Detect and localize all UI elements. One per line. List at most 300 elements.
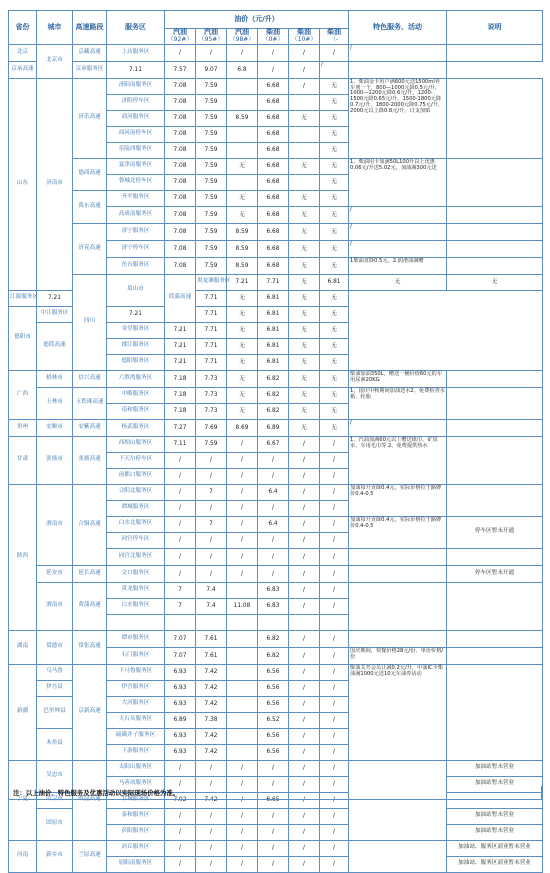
city-cell: 乌马鲁	[37, 664, 73, 680]
road-cell: 延长高速	[73, 565, 107, 582]
price-cell: /	[165, 776, 196, 792]
header-province: 省份	[9, 11, 37, 45]
province-cell: 新疆	[9, 664, 37, 760]
price-cell: 无	[320, 338, 349, 354]
price-cell: /	[289, 647, 320, 664]
price-cell: 无	[289, 370, 320, 387]
price-cell: 无	[320, 223, 349, 240]
service-area-cell: 夏津南服务区	[107, 158, 165, 174]
price-cell: /	[289, 468, 320, 484]
price-cell: /	[320, 598, 349, 614]
price-cell: 7.57	[165, 61, 196, 78]
road-cell: 德商高速	[73, 158, 107, 190]
province-cell: 广西	[9, 370, 37, 419]
price-cell: 无	[227, 338, 258, 354]
price-cell: /	[258, 840, 289, 856]
road-cell: 安紫高速	[73, 419, 107, 436]
price-cell: 7.21	[227, 274, 258, 290]
service-area-cell: 南和服务区	[107, 403, 165, 419]
road-cell: 黄蒲高速	[73, 582, 107, 630]
price-cell: /	[320, 776, 349, 792]
service-area-cell: 下游服务区	[107, 744, 165, 760]
price-cell: 7.08	[165, 206, 196, 223]
price-cell: 7.59	[196, 436, 227, 452]
city-cell: 安顺市	[37, 419, 73, 436]
price-cell: 7.18	[165, 370, 196, 387]
header-gasoline-95: 汽油 （95#）	[196, 29, 227, 45]
price-cell: 7.59	[196, 223, 227, 240]
service-area-cell: 济宁停车区	[107, 240, 165, 257]
price-cell: 无	[320, 354, 349, 370]
price-cell	[227, 94, 258, 110]
price-cell: /	[227, 565, 258, 582]
service-area-cell: 济宁服务区	[107, 223, 165, 240]
service-area-cell: 郡江服务区	[107, 338, 165, 354]
service-area-cell: 德阳服务区	[107, 354, 165, 370]
service-area-cell: 乐陵西服务区	[107, 142, 165, 158]
price-cell: 7.21	[107, 306, 165, 322]
service-area-cell: 高成南服务区	[107, 206, 165, 223]
service-area-cell: 石门服务区	[107, 647, 165, 664]
price-cell: 6.56	[258, 744, 289, 760]
price-cell: /	[196, 760, 227, 776]
price-cell: 无	[320, 387, 349, 403]
price-cell: 无	[447, 274, 543, 290]
service-area-cell: 大石头服务区	[107, 712, 165, 728]
price-cell: /	[320, 548, 349, 565]
note-cell	[447, 257, 543, 274]
service-area-cell: 下天尔停车区	[107, 452, 165, 468]
price-cell: 7.08	[165, 223, 196, 240]
price-cell: /	[320, 808, 349, 824]
service-area-cell: 谭市服务区	[107, 630, 165, 647]
price-cell: 无	[227, 190, 258, 206]
price-cell: /	[196, 856, 227, 872]
price-cell: /	[258, 468, 289, 484]
note-cell	[447, 240, 543, 257]
price-cell: 7.42	[196, 728, 227, 744]
price-cell: /	[165, 565, 196, 582]
price-cell: /	[289, 78, 320, 94]
price-cell: 7.59	[196, 78, 227, 94]
price-cell: /	[320, 712, 349, 728]
price-cell: /	[320, 532, 349, 548]
price-cell	[258, 614, 289, 630]
price-cell: 6.52	[258, 712, 289, 728]
header-city: 城市	[37, 11, 73, 45]
price-cell: 7.08	[165, 174, 196, 190]
price-cell: 无	[289, 290, 320, 306]
price-cell: 6.68	[258, 110, 289, 126]
price-cell: 无	[227, 322, 258, 338]
city-cell: 伊吾县	[37, 680, 73, 696]
service-area-cell: 原阳南服务区	[107, 856, 165, 872]
price-cell: 6.68	[258, 223, 289, 240]
road-cell: 玉铁珠高速	[73, 387, 107, 419]
price-cell: 7.21	[165, 338, 196, 354]
service-area-cell: 济阳南服务区	[107, 78, 165, 94]
feature-cell	[349, 840, 447, 872]
fuel-price-table	[8, 10, 543, 873]
service-area-cell: 合阳北服务区	[107, 484, 165, 500]
note-cell	[447, 206, 543, 223]
price-cell: 无	[289, 354, 320, 370]
price-cell: 无	[289, 110, 320, 126]
price-cell: /	[196, 776, 227, 792]
header-price-group: 油价（元/升）	[165, 11, 349, 29]
price-cell: 7.73	[196, 370, 227, 387]
table-row	[9, 158, 543, 174]
road-cell: 合铜高速	[73, 484, 107, 565]
price-cell: 6.93	[165, 696, 196, 712]
note-cell	[349, 61, 447, 78]
service-area-cell: 封丘服务区	[107, 840, 165, 856]
price-cell: 7.73	[196, 387, 227, 403]
price-cell: /	[196, 500, 227, 516]
province-cell: 湖南	[9, 630, 37, 664]
feature-cell: /	[320, 61, 349, 78]
price-cell: /	[289, 436, 320, 452]
price-cell: 7.08	[165, 94, 196, 110]
table-row	[9, 630, 543, 647]
price-cell: 7.07	[165, 630, 196, 647]
province-cell: 河南	[9, 840, 37, 872]
price-cell: /	[320, 680, 349, 696]
price-cell: 6.56	[258, 728, 289, 744]
table-row	[9, 387, 543, 403]
header-service: 服务区	[107, 11, 165, 45]
price-cell: 7.08	[165, 142, 196, 158]
price-cell: /	[320, 728, 349, 744]
city-cell: 固原市	[37, 808, 73, 840]
price-cell: 7.42	[196, 744, 227, 760]
price-cell: 6.68	[258, 142, 289, 158]
price-cell	[227, 142, 258, 158]
province-cell: 四川	[73, 274, 107, 370]
table-row	[9, 44, 543, 61]
price-cell: /	[196, 452, 227, 468]
service-area-cell: 同官北服务区	[107, 548, 165, 565]
road-cell: 德简高速	[37, 322, 73, 370]
price-cell: 无	[289, 240, 320, 257]
city-cell: 北京市	[37, 44, 73, 78]
price-cell: /	[320, 824, 349, 840]
price-cell: 7.59	[196, 174, 227, 190]
price-cell: /	[289, 824, 320, 840]
header-road: 高速路段	[73, 11, 107, 45]
province-cell: 贵州	[9, 419, 37, 436]
price-cell: 7.61	[196, 647, 227, 664]
price-cell: 无	[289, 274, 320, 290]
service-area-cell: 金堂服务区	[107, 322, 165, 338]
service-area-cell: 齐平服务区	[107, 190, 165, 206]
price-cell: 7.08	[165, 190, 196, 206]
price-cell: 6.82	[258, 630, 289, 647]
price-cell: 7.59	[196, 158, 227, 174]
service-area-cell: 泰和服务区	[107, 808, 165, 824]
price-cell: /	[227, 436, 258, 452]
price-cell: 无	[227, 370, 258, 387]
price-cell: /	[320, 500, 349, 516]
price-cell: 无	[320, 306, 349, 322]
table-row	[9, 664, 543, 680]
price-cell: /	[320, 468, 349, 484]
price-cell: 6.89	[165, 712, 196, 728]
price-cell: 无	[320, 403, 349, 419]
note-cell	[447, 387, 543, 419]
price-cell: 7.21	[165, 322, 196, 338]
price-cell: /	[289, 500, 320, 516]
price-cell: 7	[165, 582, 196, 598]
table-row	[9, 61, 543, 78]
price-cell	[289, 174, 320, 190]
price-cell	[227, 664, 258, 680]
price-cell: /	[320, 516, 349, 532]
price-cell: /	[258, 760, 289, 776]
price-cell: 7.18	[165, 387, 196, 403]
price-cell: 7.59	[196, 240, 227, 257]
service-area-cell: 江源服务区	[9, 290, 37, 306]
price-cell: 6.68	[258, 190, 289, 206]
price-cell: /	[165, 484, 196, 500]
header-diesel-10: 柴油 （10#）	[289, 29, 320, 45]
table-row	[9, 370, 543, 387]
price-cell: 7.02	[165, 792, 196, 808]
price-cell: /	[165, 548, 196, 565]
service-area-cell: 谭城服务区	[107, 500, 165, 516]
price-cell: 无	[289, 306, 320, 322]
price-cell: 无	[289, 387, 320, 403]
price-cell: 7.07	[165, 647, 196, 664]
price-cell: 6.67	[258, 436, 289, 452]
price-cell: /	[289, 598, 320, 614]
price-cell: 无	[227, 403, 258, 419]
price-cell: 8.59	[227, 110, 258, 126]
price-cell: 6.93	[165, 728, 196, 744]
table-row	[9, 582, 543, 598]
price-cell: 7.21	[165, 354, 196, 370]
service-area-cell: 甘城服务区	[107, 792, 165, 808]
price-cell: 7.61	[196, 630, 227, 647]
price-cell: /	[258, 824, 289, 840]
price-cell: /	[289, 696, 320, 712]
price-cell: /	[320, 744, 349, 760]
price-cell: /	[258, 856, 289, 872]
table-row	[9, 565, 543, 582]
price-cell: /	[165, 516, 196, 532]
price-cell: /	[258, 548, 289, 565]
service-area-cell: 六胜湾服务区	[107, 370, 165, 387]
feature-cell: 1、国庆中秋期间加油送水2、免费检查水箱、轮胎	[349, 387, 447, 419]
price-cell: /	[196, 468, 227, 484]
service-area-cell: 黑龙滩服务区	[196, 274, 227, 290]
price-cell: 无	[289, 419, 320, 436]
province-cell: 宁夏	[9, 760, 37, 840]
price-cell: 7.71	[196, 306, 227, 322]
price-cell: 6.83	[258, 582, 289, 598]
price-cell: /	[258, 61, 289, 78]
price-cell: 无	[227, 387, 258, 403]
feature-cell: /	[349, 223, 447, 240]
price-cell: 6.81	[320, 274, 349, 290]
price-cell: 7	[196, 516, 227, 532]
fuel-price-sheet	[8, 10, 542, 873]
note-cell	[447, 664, 543, 760]
price-cell: 6.93	[165, 680, 196, 696]
note-cell	[447, 630, 543, 647]
price-cell: /	[320, 582, 349, 598]
price-cell	[196, 614, 227, 630]
price-cell: 无	[227, 306, 258, 322]
service-area-cell: 上店服务区	[107, 44, 165, 61]
feature-cell: 1柴油直降0.5元，2.润滑油满赠	[349, 257, 447, 274]
price-cell: 无	[227, 158, 258, 174]
price-cell: /	[289, 760, 320, 776]
price-cell: 无	[320, 370, 349, 387]
price-cell: 7.42	[196, 680, 227, 696]
price-cell	[227, 630, 258, 647]
price-cell: 7.08	[165, 78, 196, 94]
price-cell: /	[320, 647, 349, 664]
feature-cell: 加油每升直降0.4元，实际价格位于路牌价0.4-0.5	[349, 484, 447, 516]
price-cell: /	[165, 500, 196, 516]
price-cell: 无	[320, 206, 349, 223]
price-cell: 无	[289, 403, 320, 419]
price-cell: 7.59	[196, 142, 227, 158]
note-cell: 加油站暂未营业	[447, 808, 543, 824]
price-cell: /	[227, 856, 258, 872]
price-cell: /	[289, 452, 320, 468]
price-cell: 6.81	[258, 322, 289, 338]
price-cell: 7.71	[258, 274, 289, 290]
price-cell: /	[320, 44, 349, 61]
price-cell: 7.69	[196, 419, 227, 436]
road-cell: 济乐高速	[73, 78, 107, 158]
price-cell: /	[227, 808, 258, 824]
price-cell: 6.56	[258, 664, 289, 680]
price-cell: 6.68	[258, 78, 289, 94]
price-cell	[289, 126, 320, 142]
table-row	[9, 419, 543, 436]
price-cell: 无	[320, 290, 349, 306]
price-cell: 6.81	[258, 306, 289, 322]
price-cell: /	[196, 44, 227, 61]
feature-cell: 柴油关开会员让减0.2元/升，中油IC卡柴油满1000元送10元车油券活动	[349, 664, 447, 760]
price-cell: 无	[320, 174, 349, 190]
price-cell: /	[258, 452, 289, 468]
price-cell: /	[289, 664, 320, 680]
price-cell: 7.59	[196, 110, 227, 126]
price-cell: 7.27	[165, 419, 196, 436]
price-cell: 7.42	[196, 664, 227, 680]
price-cell: /	[289, 565, 320, 582]
price-cell: 9.07	[196, 61, 227, 78]
price-cell: /	[289, 61, 320, 78]
price-cell: 6.68	[258, 257, 289, 274]
price-cell	[227, 680, 258, 696]
price-cell: 7.08	[165, 158, 196, 174]
price-cell: /	[258, 565, 289, 582]
price-cell: 无	[289, 206, 320, 223]
price-cell: /	[227, 532, 258, 548]
price-cell: /	[289, 728, 320, 744]
price-cell: 6.4	[258, 484, 289, 500]
feature-cell: /	[349, 419, 447, 436]
price-cell: /	[165, 824, 196, 840]
price-cell	[227, 744, 258, 760]
header-gasoline-92: 汽油 （92#）	[165, 29, 196, 45]
price-cell: 6.56	[258, 680, 289, 696]
price-cell: 无	[289, 338, 320, 354]
price-cell: 6.82	[258, 403, 289, 419]
price-cell: 无	[227, 354, 258, 370]
service-area-cell: 大河服务区	[107, 696, 165, 712]
province-cell: 北京	[9, 44, 37, 61]
province-cell: 甘肃	[9, 436, 37, 484]
price-cell: 7.11	[107, 61, 165, 78]
price-cell: /	[165, 468, 196, 484]
price-cell: /	[227, 760, 258, 776]
price-cell: /	[227, 792, 258, 808]
price-cell: 8.69	[227, 419, 258, 436]
table-row	[9, 760, 543, 776]
feature-cell: 加油每升直降0.4元，实际价格位于路牌价0.4-0.5	[349, 516, 447, 548]
note-cell: 停车区暂未开通	[447, 516, 543, 548]
note-cell	[447, 78, 543, 158]
price-cell: /	[289, 532, 320, 548]
price-cell: 7.71	[196, 338, 227, 354]
note-cell: 加油站暂未营业	[447, 760, 543, 776]
city-cell: 梧林市	[37, 370, 73, 387]
city-cell: 吴忠市	[37, 760, 73, 792]
price-cell: 6.83	[258, 598, 289, 614]
table-row	[9, 840, 543, 856]
price-cell: 无	[227, 206, 258, 223]
price-cell: 6.68	[258, 240, 289, 257]
price-cell: /	[258, 808, 289, 824]
note-cell: 加油站暂未营业	[447, 776, 543, 792]
price-cell: /	[320, 630, 349, 647]
price-cell: /	[196, 824, 227, 840]
price-cell: 7.59	[196, 190, 227, 206]
service-area-cell: 下马鲁服务区	[107, 664, 165, 680]
price-cell: /	[289, 776, 320, 792]
price-cell: 6.4	[258, 516, 289, 532]
price-cell: /	[165, 856, 196, 872]
price-cell: /	[320, 436, 349, 452]
feature-cell: 1、柴油用卡加满50L100升以上优惠0.06元/升送5.02元，加油满300元送	[349, 158, 447, 206]
price-cell: 6.82	[258, 370, 289, 387]
price-cell: 无	[227, 290, 258, 306]
feature-cell	[349, 582, 447, 630]
service-area-cell: 白水服务区	[107, 598, 165, 614]
service-area-cell: 西坝山服务区	[107, 436, 165, 452]
service-area-cell: 商河南停车区	[107, 126, 165, 142]
province-cell: 山东	[9, 78, 37, 290]
price-cell: 6.93	[165, 664, 196, 680]
service-area-cell: 马善凤服务区	[107, 776, 165, 792]
city-cell: 张掖市	[37, 436, 73, 484]
table-row	[9, 78, 543, 94]
price-cell: 6.81	[258, 290, 289, 306]
price-cell: 无	[289, 257, 320, 274]
note-cell	[447, 44, 543, 61]
price-cell: 7.4	[196, 582, 227, 598]
price-cell: 7.59	[196, 257, 227, 274]
price-cell: /	[227, 776, 258, 792]
price-cell	[227, 728, 258, 744]
price-cell: /	[196, 548, 227, 565]
